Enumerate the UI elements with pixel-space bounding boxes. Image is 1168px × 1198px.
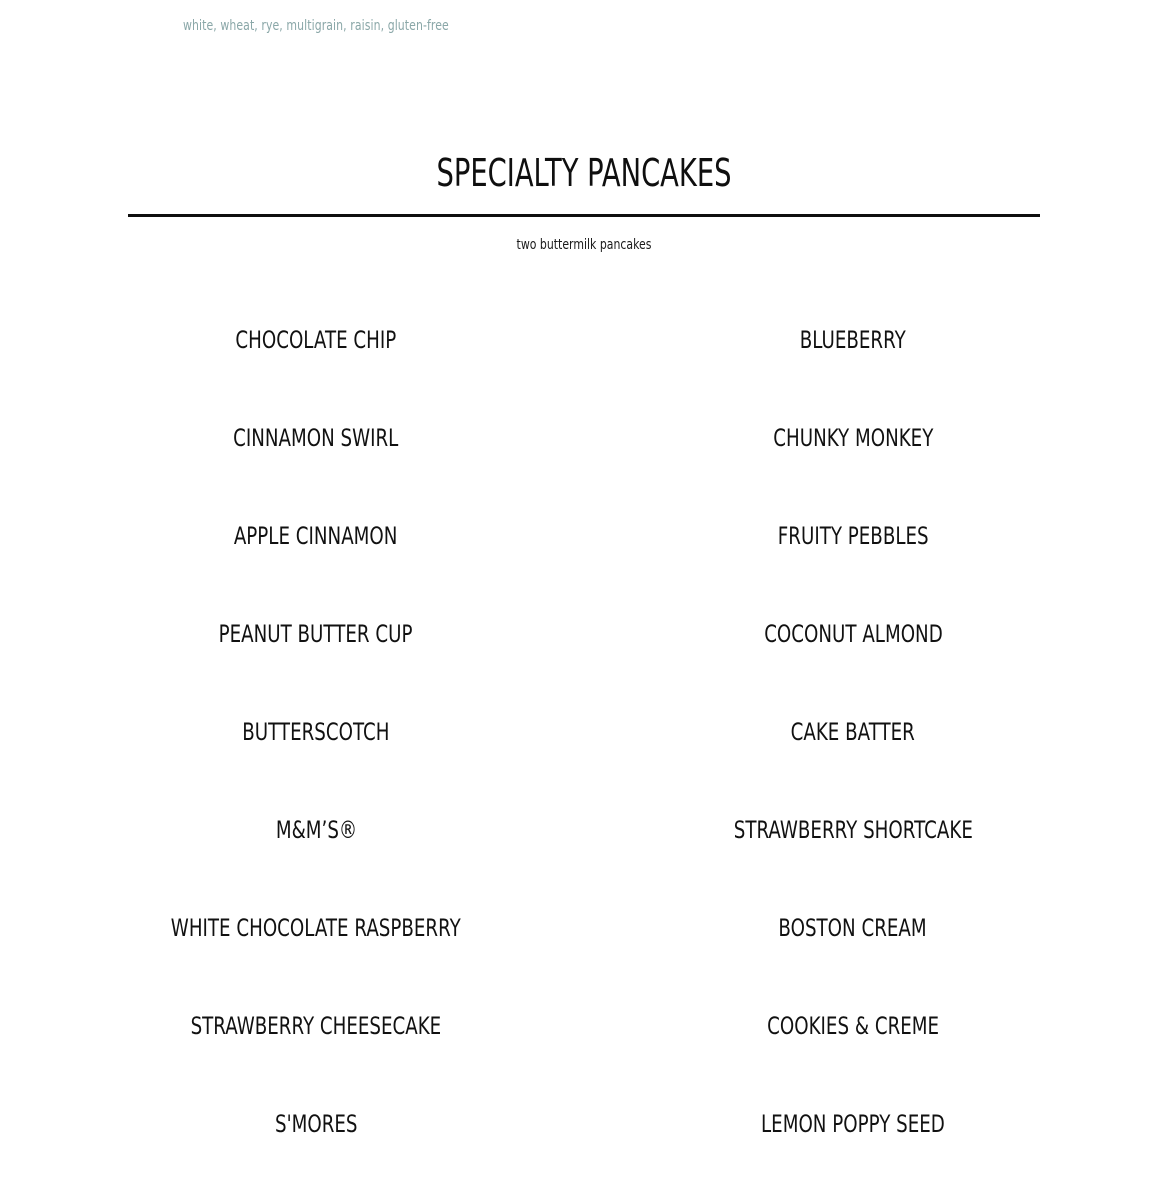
section-divider [128,214,1040,217]
menu-item-label: CHUNKY MONKEY [772,424,934,452]
menu-item[interactable] [573,398,1133,496]
menu-item-label: PEANUT BUTTER CUP [219,620,413,648]
menu-item[interactable] [573,790,1133,888]
menu-item[interactable] [573,594,1133,692]
menu-item[interactable] [36,496,596,594]
menu-item[interactable] [36,398,596,496]
menu-item-label: LEMON POPPY SEED [761,1110,945,1138]
menu-item-label: COOKIES & CREME [767,1012,939,1040]
menu-column-left [36,300,596,1182]
menu-item-label: FRUITY PEBBLES [777,522,929,550]
menu-item[interactable] [573,888,1133,986]
menu-item[interactable] [36,888,596,986]
menu-item[interactable] [36,594,596,692]
menu-item-label: CAKE BATTER [790,718,916,746]
menu-item[interactable] [573,496,1133,594]
menu-item[interactable] [36,790,596,888]
menu-item[interactable] [36,1084,596,1182]
menu-item-label: M&M’S® [275,816,357,844]
menu-column-right [573,300,1133,1182]
menu-item[interactable] [573,692,1133,790]
bread-options-note: white, wheat, rye, multigrain, raisin, gluten-free [183,18,449,34]
menu-item[interactable] [36,986,596,1084]
menu-item-label: STRAWBERRY SHORTCAKE [733,816,973,844]
menu-item-label: COCONUT ALMOND [763,620,943,648]
menu-item-label: BLUEBERRY [799,326,906,354]
menu-item-label: BOSTON CREAM [778,914,928,942]
menu-item-label: CINNAMON SWIRL [233,424,399,452]
section-title: SPECIALTY PANCAKES [436,151,732,195]
menu-item-label: S'MORES [274,1110,358,1138]
menu-item[interactable] [573,1084,1133,1182]
menu-item-label: BUTTERSCOTCH [242,718,390,746]
menu-item-label: APPLE CINNAMON [234,522,398,550]
menu-item[interactable] [573,300,1133,398]
section-subtitle: two buttermilk pancakes [516,237,652,253]
menu-item[interactable] [36,692,596,790]
menu-item[interactable] [36,300,596,398]
menu-item-label: WHITE CHOCOLATE RASPBERRY [171,914,461,942]
menu-item[interactable] [573,986,1133,1084]
menu-item-label: CHOCOLATE CHIP [235,326,397,354]
menu-item-label: STRAWBERRY CHEESECAKE [190,1012,442,1040]
